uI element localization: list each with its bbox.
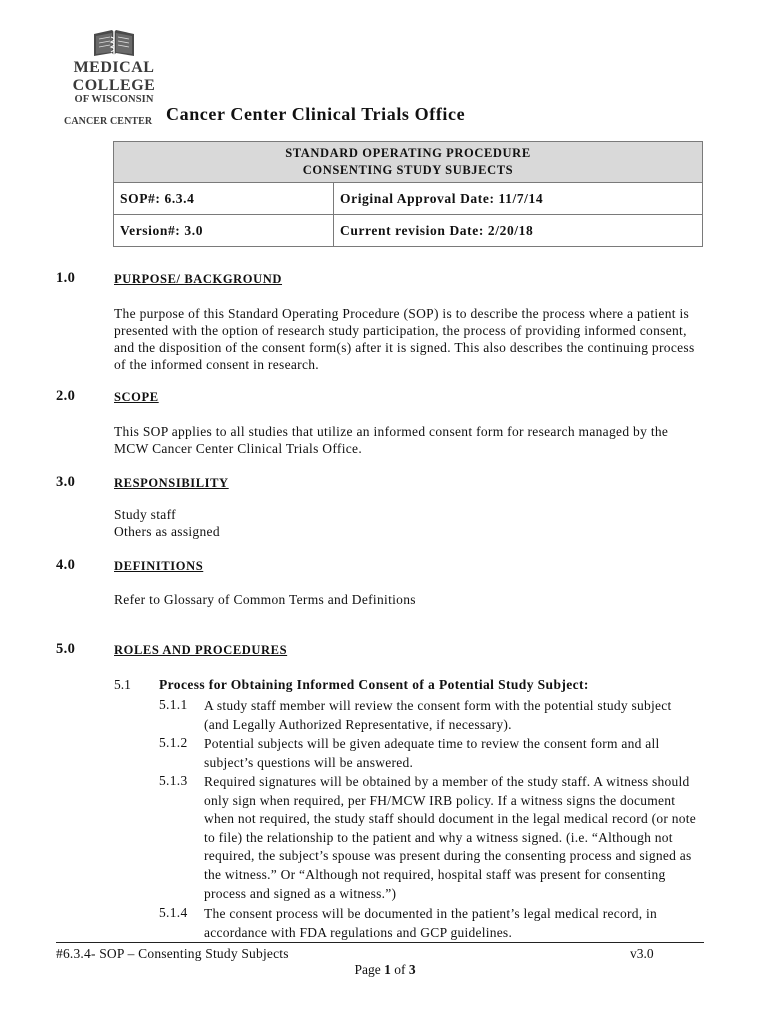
section-number-3: 3.0 [56, 474, 76, 490]
section-title-purpose: PURPOSE/ BACKGROUND [114, 272, 283, 286]
footer-document-id: #6.3.4- SOP – Consenting Study Subjects [56, 946, 289, 961]
sop-meta-row [114, 215, 703, 247]
sop-header-table [113, 141, 703, 247]
section-body-definitions: Refer to Glossary of Common Terms and Definitions [114, 592, 416, 607]
section-body-purpose: The purpose of this Standard Operating Procedure (SOP) is to describe the process where a patient is presented with the option of research study participation, the process of providing informed consent, and the disposition of the consent form(s) after it is signed. This also describes the continuing process of the informed consent in research. [114, 306, 695, 372]
item-text: The consent process will be documented in the patient’s legal medical record, in accordance with FDA regulations and GCP guidelines. [204, 906, 657, 940]
item-number: 5.1.4 [159, 905, 188, 920]
current-revision-date: Current revision Date: 2/20/18 [340, 222, 534, 238]
current-revision-cell [334, 215, 703, 247]
responsibility-line-2: Others as assigned [114, 524, 220, 539]
sop-meta-row [114, 183, 703, 215]
subsection-title-5-1: Process for Obtaining Informed Consent of a Potential Study Subject: [159, 677, 589, 692]
footer-divider [56, 942, 704, 943]
section-number-1: 1.0 [56, 270, 76, 286]
responsibility-line-1: Study staff [114, 507, 176, 522]
page-label: Page [354, 962, 385, 977]
sop-title-row [114, 142, 703, 183]
item-text: Required signatures will be obtained by a member of the study staff. A witness should only sign when required, per FH/MCW IRB policy. If a witness signs the document when not required, the study staff should document in the legal medical record (or note to file) the relationship to the patient and why a witness signed. (i.e. “Although not required, the subject’s spouse was present during the consenting process and signed as the witness.” Or “Although not required, hospital staff was present for consenting process and signed as a witness.”) [204, 774, 696, 901]
subsection-number-5-1: 5.1 [114, 677, 131, 692]
section-title-definitions: DEFINITIONS [114, 559, 204, 573]
footer-version: v3.0 [630, 946, 654, 961]
section-title-scope: SCOPE [114, 390, 159, 404]
sop-title-cell [114, 142, 703, 183]
section-title-responsibility: RESPONSIBILITY [114, 476, 229, 490]
logo-text-college: COLLEGE [72, 77, 156, 94]
section-title-roles: ROLES AND PROCEDURES [114, 643, 288, 657]
total-pages: 3 [408, 962, 416, 977]
item-number: 5.1.3 [159, 773, 188, 788]
original-approval-cell [334, 183, 703, 215]
logo-text-medical: MEDICAL [73, 59, 155, 76]
version-number: Version#: 3.0 [120, 222, 204, 238]
sop-number-cell [114, 183, 334, 215]
sop-title-line2: CONSENTING STUDY SUBJECTS [302, 163, 514, 177]
page-of-label: of [390, 962, 409, 977]
item-number: 5.1.2 [159, 735, 188, 750]
office-title: Cancer Center Clinical Trials Office [166, 104, 466, 124]
institution-logo [66, 28, 162, 128]
section-number-5: 5.0 [56, 641, 76, 657]
version-cell [114, 215, 334, 247]
section-number-4: 4.0 [56, 557, 76, 573]
sop-title-line1: STANDARD OPERATING PROCEDURE [285, 146, 531, 160]
current-page: 1 [384, 962, 391, 977]
logo-text-wisconsin: OF WISCONSIN [74, 94, 154, 105]
item-number: 5.1.1 [159, 697, 188, 712]
sop-number: SOP#: 6.3.4 [120, 190, 195, 206]
original-approval-date: Original Approval Date: 11/7/14 [340, 190, 544, 206]
item-text: A study staff member will review the consent form with the potential study subject (and Legally Authorized Representative, if necessary). [204, 698, 672, 732]
section-number-2: 2.0 [56, 388, 76, 404]
book-caduceus-icon [92, 28, 136, 58]
footer-page-number [0, 962, 770, 978]
section-body-scope: This SOP applies to all studies that utilize an informed consent form for research managed by the MCW Cancer Center Clinical Trials Office. [114, 424, 669, 456]
item-text: Potential subjects will be given adequate time to review the consent form and all subject’s questions will be answered. [204, 736, 660, 770]
logo-text-cancer-center: CANCER CENTER [64, 116, 153, 127]
